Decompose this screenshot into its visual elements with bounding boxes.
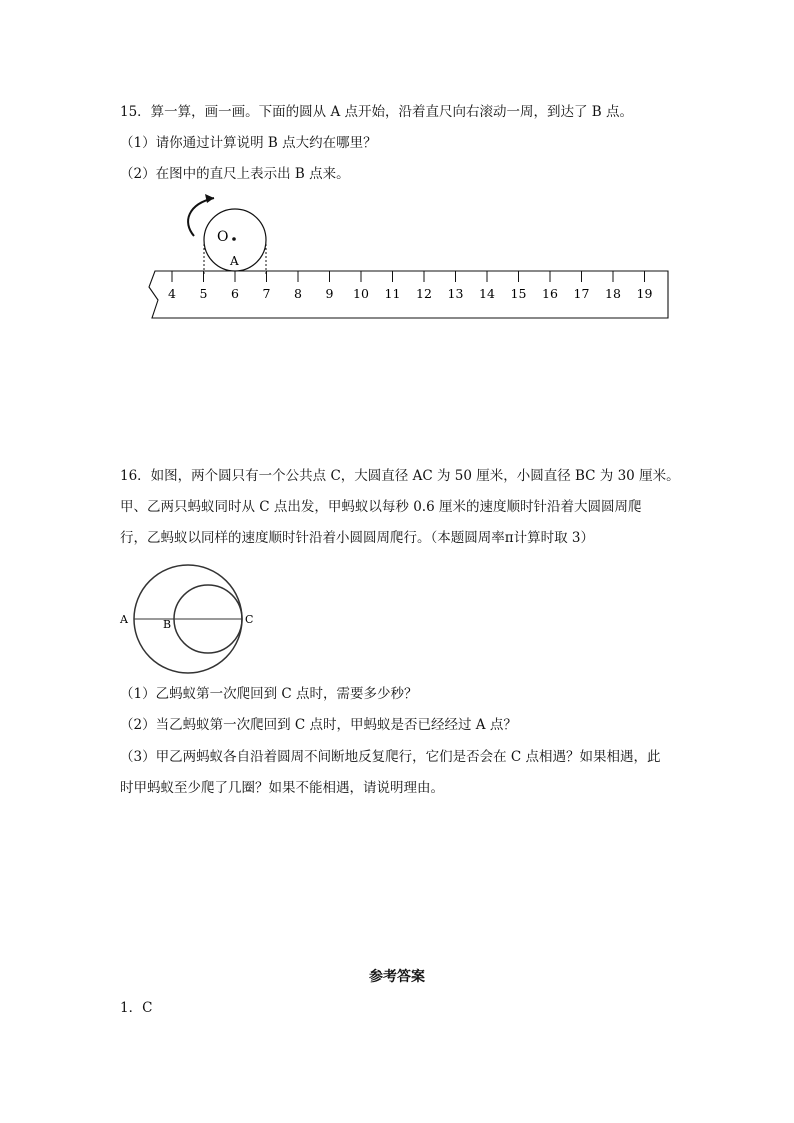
ruler-tick-label-19: 19: [636, 286, 653, 301]
q16-sub1: （1）乙蚂蚁第一次爬回到 C 点时，需要多少秒？: [120, 686, 418, 702]
ruler-tick-label-9: 9: [325, 286, 334, 301]
ruler-tick-label-18: 18: [605, 286, 621, 301]
ruler-tick-label-11: 11: [384, 286, 401, 301]
q15-sub1: （1）请你通过计算说明 B 点大约在哪里？: [120, 135, 377, 151]
ruler-tick-label-10: 10: [353, 286, 369, 301]
q16-sub3b: 时甲蚂蚁至少爬了几圈？如果不能相遇，请说明理由。: [120, 780, 444, 796]
start-label-a: A: [230, 254, 239, 268]
label-a: A: [120, 613, 128, 626]
ruler-tick-label-13: 13: [447, 286, 464, 301]
ruler-tick-label-5: 5: [199, 286, 208, 301]
ruler-tick-label-6: 6: [231, 286, 239, 301]
label-c: C: [245, 613, 254, 626]
ruler-tick-label-14: 14: [479, 286, 495, 301]
answers-title: 参考答案: [369, 969, 425, 985]
ruler-tick-label-16: 16: [542, 286, 558, 301]
q16-line1: 16．如图，两个圆只有一个公共点 C，大圆直径 AC 为 50 厘米，小圆直径 BC 为 30 厘米。: [120, 468, 680, 484]
label-b: B: [163, 618, 172, 631]
ruler-tick-label-12: 12: [416, 286, 432, 301]
q16-line3: 行，乙蚂蚁以同样的速度顺时针沿着小圆圆周爬行。（本题圆周率π计算时取 3）: [120, 530, 595, 546]
q15-stem: 15．算一算，画一画。下面的圆从 A 点开始，沿着直尺向右滚动一周，到达了 B 点。: [120, 104, 634, 120]
answer-1: 1．C: [120, 1000, 153, 1016]
ruler-tick-label-17: 17: [573, 286, 590, 301]
q16-line2: 甲、乙两只蚂蚁同时从 C 点出发，甲蚂蚁以每秒 0.6 厘米的速度顺时针沿着大圆圆周爬: [120, 499, 642, 515]
center-label-o: O: [217, 229, 229, 245]
ruler-tick-label-4: 4: [168, 286, 176, 301]
q16-sub3a: （3）甲乙两蚂蚁各自沿着圆周不间断地反复爬行，它们是否会在 C 点相遇？如果相遇，此: [120, 749, 661, 765]
ruler-tick-label-8: 8: [294, 286, 302, 301]
ruler-tick-label-7: 7: [262, 286, 271, 301]
q15-sub2: （2）在图中的直尺上表示出 B 点来。: [120, 166, 350, 182]
q16-sub2: （2）当乙蚂蚁第一次爬回到 C 点时，甲蚂蚁是否已经经过 A 点？: [120, 717, 517, 733]
ruler-tick-label-15: 15: [510, 286, 527, 301]
